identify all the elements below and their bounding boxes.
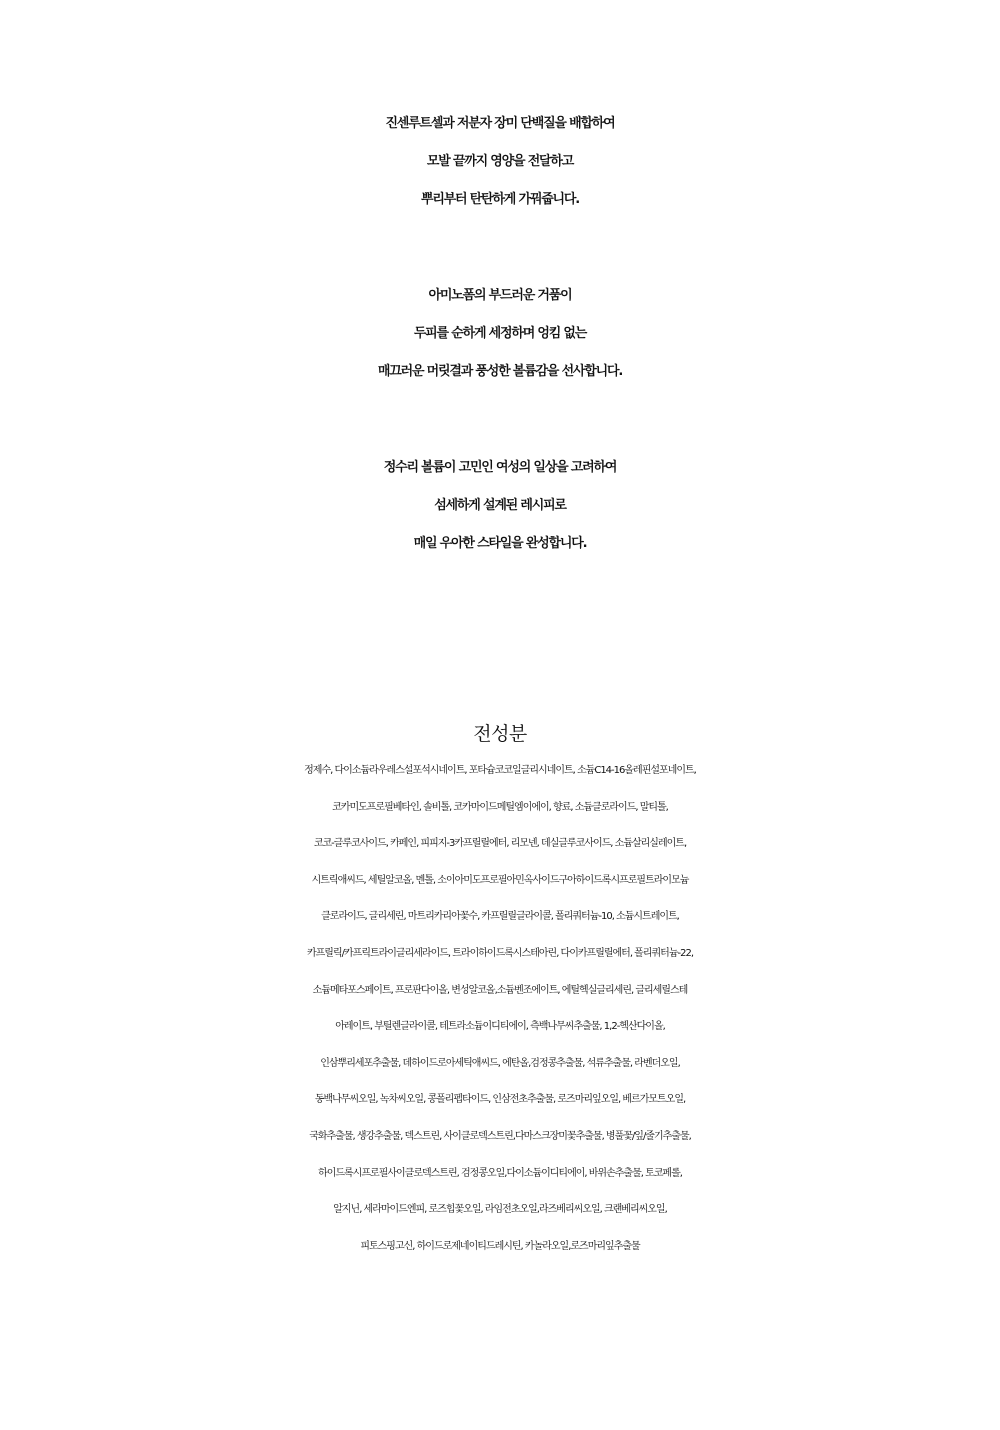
description-line: 매끄러운 머릿결과 풍성한 볼륨감을 선사합니다. xyxy=(377,364,623,379)
ingredients-line: 시트릭애씨드, 세틸알코올, 멘톨, 소이아미도프로필아민옥사이드구아하이드록시프로필트라이모늄 xyxy=(311,874,689,886)
ingredients-section xyxy=(0,716,1000,1265)
description-line: 섬세하게 설계된 레시피로 xyxy=(434,498,566,513)
description-line: 뿌리부터 탄탄하게 가꿔줍니다. xyxy=(420,192,580,207)
ingredients-line: 정제수, 다이소듐라우레스설포석시네이트, 포타슘코코일글리시네이트, 소듐C14-16올레핀설포네이트, xyxy=(304,765,696,776)
description-paragraph-2 xyxy=(0,277,1000,391)
ingredients-line: 인삼뿌리세포추출물, 데하이드로아세틱애씨드, 에탄올,검정콩추출물, 석류추출물, 라벤더오일, xyxy=(320,1057,680,1069)
description-line: 아미노폼의 부드러운 거품이 xyxy=(428,288,572,303)
ingredients-line: 하이드록시프로필사이클로덱스트린, 검정콩오일,다이소듐이디티에이, 바위손추출물, 토코페롤, xyxy=(318,1167,682,1179)
ingredients-title: 전성분 xyxy=(473,723,527,745)
ingredients-line: 코카미도프로필베타인, 솔비톨, 코카마이드메틸엠이에이, 향료, 소듐클로라이드, 말티톨, xyxy=(332,801,668,813)
ingredients-line: 동백나무씨오일, 녹차씨오일, 콩폴리펩타이드, 인삼전초추출물, 로즈마리잎오일, 베르가모트오일, xyxy=(314,1094,686,1106)
ingredients-line: 클로라이드, 글리세린, 마트리카리아꽃수, 카프릴릴글라이콜, 폴리쿼터늄-10, 소듐시트레이트, xyxy=(321,911,679,923)
description-line: 매일 우아한 스타일을 완성합니다. xyxy=(413,536,587,551)
ingredients-line: 소듐메타포스페이트, 프로판다이올, 변성알코올,소듐벤조에이트, 에틸헥실글리세린, 글리세릴스테 xyxy=(312,984,688,996)
ingredients-line: 아레이트, 부틸렌글라이콜, 테트라소듐이디티에이, 측백나무씨추출물, 1,2-헥산다이올, xyxy=(335,1021,665,1033)
description-paragraph-3 xyxy=(0,449,1000,563)
ingredients-line: 피토스핑고신, 하이드로제네이티드레시틴, 카놀라오일,로즈마리잎추출물 xyxy=(360,1240,640,1252)
description-line: 정수리 볼륨이 고민인 여성의 일상을 고려하여 xyxy=(383,460,617,475)
ingredients-line: 카프릴릭/카프릭트라이글리세라이드, 트라이하이드록시스테아린, 다이카프릴릴에터, 폴리쿼터늄-22, xyxy=(306,947,693,959)
description-paragraph-1 xyxy=(0,105,1000,219)
ingredients-line: 알지닌, 세라마이드엔피, 로즈힙꽃오일, 라임전초오일,라즈베리씨오일, 크랜베리씨오일, xyxy=(333,1204,667,1216)
description-line: 진센루트셀과 저분자 장미 단백질을 배합하여 xyxy=(385,116,615,131)
description-line: 모발 끝까지 영양을 전달하고 xyxy=(426,154,574,169)
ingredients-line: 코코-글루코사이드, 카페인, 피피지-3카프릴릴에터, 리모넨, 데실글루코사이드, 소듐살리실레이트, xyxy=(313,838,687,850)
ingredients-line: 국화추출물, 생강추출물, 덱스트린, 사이클로덱스트린,다마스크장미꽃추출물, 병풀꽃/잎/줄기추출물, xyxy=(309,1130,691,1142)
description-line: 두피를 순하게 세정하며 엉킴 없는 xyxy=(413,326,587,341)
